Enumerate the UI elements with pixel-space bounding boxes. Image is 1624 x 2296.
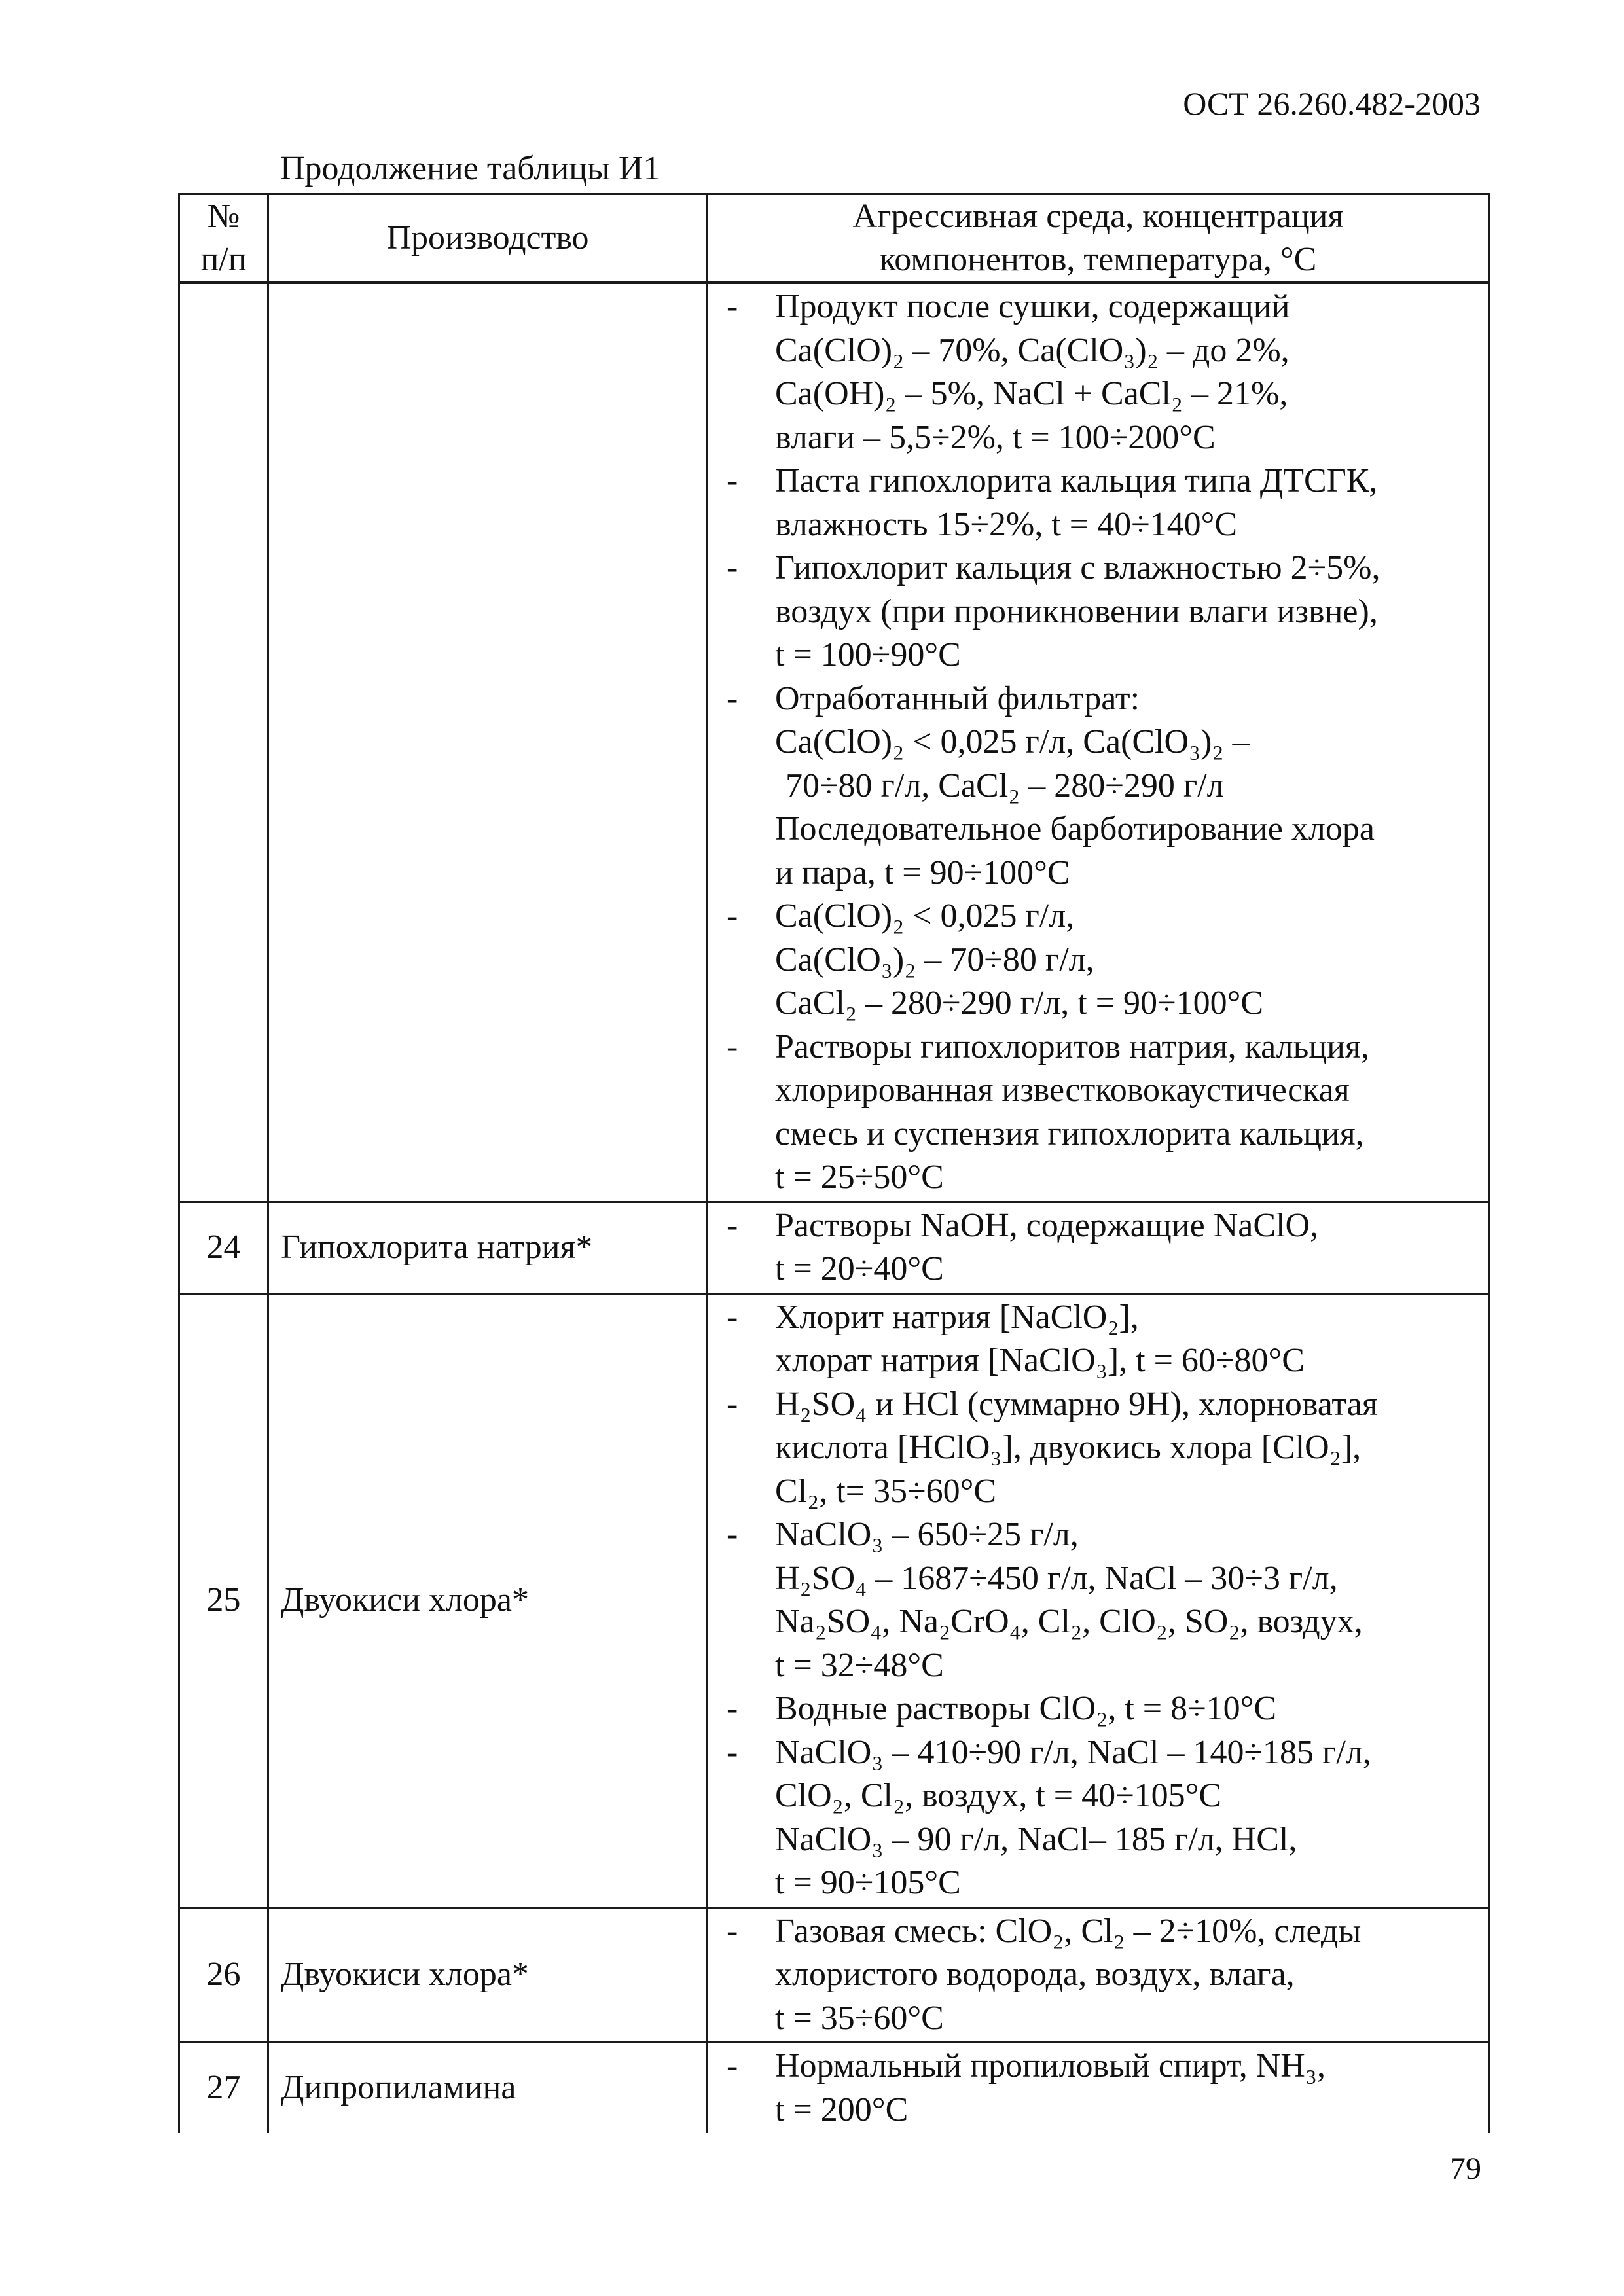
aggressive-environment-cell: [708, 2043, 1489, 2134]
column-header-number: № п/п: [179, 194, 268, 283]
row-number: 25: [179, 1293, 268, 1907]
environment-item: [724, 1204, 1481, 1291]
environment-line: смесь и суспензия гипохлорита кальция,: [775, 1115, 1364, 1153]
environment-line: хлорат натрия [NaClO₃], t = 60÷80°С: [775, 1342, 1305, 1379]
environment-line: - Отработанный фильтрат:: [775, 679, 1140, 717]
environment-line: - NaClO₃ – 650÷25 г/л,: [775, 1516, 1079, 1553]
production-name: Двуокиси хлора*: [268, 1293, 708, 1907]
environment-line: воздух (при проникновении влаги извне),: [775, 592, 1378, 630]
environment-item: [724, 1513, 1481, 1687]
environment-line: хлористого водорода, воздух, влага,: [775, 1956, 1295, 1993]
environment-line: Ca(ClO₃)₂ – 70÷80 г/л,: [775, 941, 1094, 978]
environment-line: - Хлорит натрия [NaClO₂],: [775, 1298, 1139, 1336]
aggressive-environment-cell: [708, 1907, 1489, 2043]
environment-line: Ca(ClO)₂ – 70%, Ca(ClO₃)₂ – до 2%,: [775, 331, 1290, 369]
environment-line: - Растворы NaOH, содержащие NaClO,: [775, 1206, 1319, 1244]
environment-line: - Ca(ClO)₂ < 0,025 г/л,: [775, 897, 1075, 935]
environment-line: - H₂SO₄ и HCl (суммарно 9Н), хлорноватая: [775, 1385, 1378, 1423]
column-header-production: Производство: [268, 194, 708, 283]
production-name: Двуокиси хлора*: [268, 1907, 708, 2043]
environment-line: 70÷80 г/л, CaCl₂ – 280÷290 г/л: [785, 766, 1224, 804]
environment-item: [724, 1296, 1481, 1383]
environment-list: [724, 1296, 1481, 1905]
row-number: 24: [179, 1202, 268, 1293]
table-row: [179, 2043, 1489, 2134]
environment-line: H₂SO₄ – 1687÷450 г/л, NaCl – 30÷3 г/л,: [775, 1559, 1338, 1597]
environment-item: [724, 459, 1481, 547]
environment-line: Ca(ClO)₂ < 0,025 г/л, Ca(ClO₃)₂ –: [775, 723, 1250, 761]
environment-line: влажность 15÷2%, t = 40÷140°С: [775, 505, 1238, 543]
table-row: [179, 1293, 1489, 1907]
document-code: ОСТ 26.260.482-2003: [1183, 85, 1481, 122]
column-header-environment: Агрессивная среда, концентрация компонентов, температура, °С: [708, 194, 1489, 283]
environment-line: CaCl₂ – 280÷290 г/л, t = 90÷100°С: [775, 984, 1264, 1022]
environment-line: Ca(OH)₂ – 5%, NaCl + CaCl₂ – 21%,: [775, 375, 1288, 412]
environment-line: - Гипохлорит кальция с влажностью 2÷5%,: [775, 549, 1380, 586]
environment-line: хлорированная известковокаустическая: [775, 1071, 1350, 1109]
environment-line: - Паста гипохлорита кальция типа ДТСГК,: [775, 462, 1378, 499]
production-name: [268, 283, 708, 1202]
environment-line: t = 32÷48°С: [775, 1646, 944, 1684]
environment-line: t = 100÷90°С: [775, 636, 961, 673]
row-number: 26: [179, 1907, 268, 2043]
aggressive-environment-cell: [708, 1202, 1489, 1293]
table-row: [179, 283, 1489, 1202]
environment-item: [724, 1910, 1481, 2041]
environment-line: - Растворы гипохлоритов натрия, кальция,: [775, 1028, 1369, 1066]
environment-line: и пара, t = 90÷100°С: [775, 853, 1070, 891]
environment-line: ClO₂, Cl₂, воздух, t = 40÷105°С: [775, 1777, 1222, 1814]
environment-list: [724, 285, 1481, 1200]
environment-line: влаги – 5,5÷2%, t = 100÷200°С: [775, 418, 1216, 456]
environment-line: t = 35÷60°С: [775, 1999, 944, 2037]
row-number: 27: [179, 2043, 268, 2134]
environment-item: [724, 1687, 1481, 1731]
environment-line: t = 90÷105°С: [775, 1864, 961, 1901]
environment-item: [724, 808, 1481, 895]
environment-line: NaClO₃ – 90 г/л, NaCl– 185 г/л, HCl,: [775, 1820, 1297, 1858]
environment-line: Cl₂, t= 35÷60°С: [775, 1472, 997, 1510]
aggressive-environment-cell: [708, 1293, 1489, 1907]
row-number: [179, 283, 268, 1202]
environment-line: - NaClO₃ – 410÷90 г/л, NaCl – 140÷185 г/л,: [775, 1733, 1371, 1771]
table-body: [179, 283, 1489, 2133]
page-number: 79: [1450, 2151, 1481, 2186]
aggressive-environment-cell: [708, 283, 1489, 1202]
production-name: Дипропиламина: [268, 2043, 708, 2134]
environment-line: t = 25÷50°С: [775, 1158, 944, 1196]
environment-line: кислота [HClO₃], двуокись хлора [ClO₂],: [775, 1429, 1362, 1466]
environment-list: [724, 1910, 1481, 2041]
environment-line: - Продукт после сушки, содержащий: [775, 288, 1290, 325]
environment-item: [724, 1026, 1481, 1200]
environment-item: [724, 1383, 1481, 1514]
environment-item: [724, 895, 1481, 1026]
table-header-row: [179, 194, 1489, 283]
environment-item: [724, 285, 1481, 459]
environment-line: - Нормальный пропиловый спирт, NH₃,: [775, 2047, 1326, 2085]
environment-item: [724, 677, 1481, 808]
table-row: [179, 1202, 1489, 1293]
environment-list: [724, 2045, 1481, 2132]
environment-line: Последовательное барботирование хлора: [775, 810, 1375, 848]
environment-list: [724, 1204, 1481, 1291]
environment-line: t = 200°С: [775, 2090, 909, 2128]
environment-line: t = 20÷40°С: [775, 1250, 944, 1287]
table-row: [179, 1907, 1489, 2043]
environment-line: Na₂SO₄, Na₂CrO₄, Cl₂, ClO₂, SO₂, воздух,: [775, 1603, 1363, 1640]
environment-item: [724, 1731, 1481, 1905]
production-name: Гипохлорита натрия*: [268, 1202, 708, 1293]
environment-table: [178, 193, 1490, 2133]
environment-line: - Газовая смесь: ClO₂, Cl₂ – 2÷10%, следы: [775, 1912, 1362, 1950]
environment-line: - Водные растворы ClO₂, t = 8÷10°С: [775, 1690, 1277, 1727]
environment-item: [724, 2045, 1481, 2132]
environment-item: [724, 547, 1481, 677]
table-continuation-caption: Продолжение таблицы И1: [280, 150, 660, 187]
